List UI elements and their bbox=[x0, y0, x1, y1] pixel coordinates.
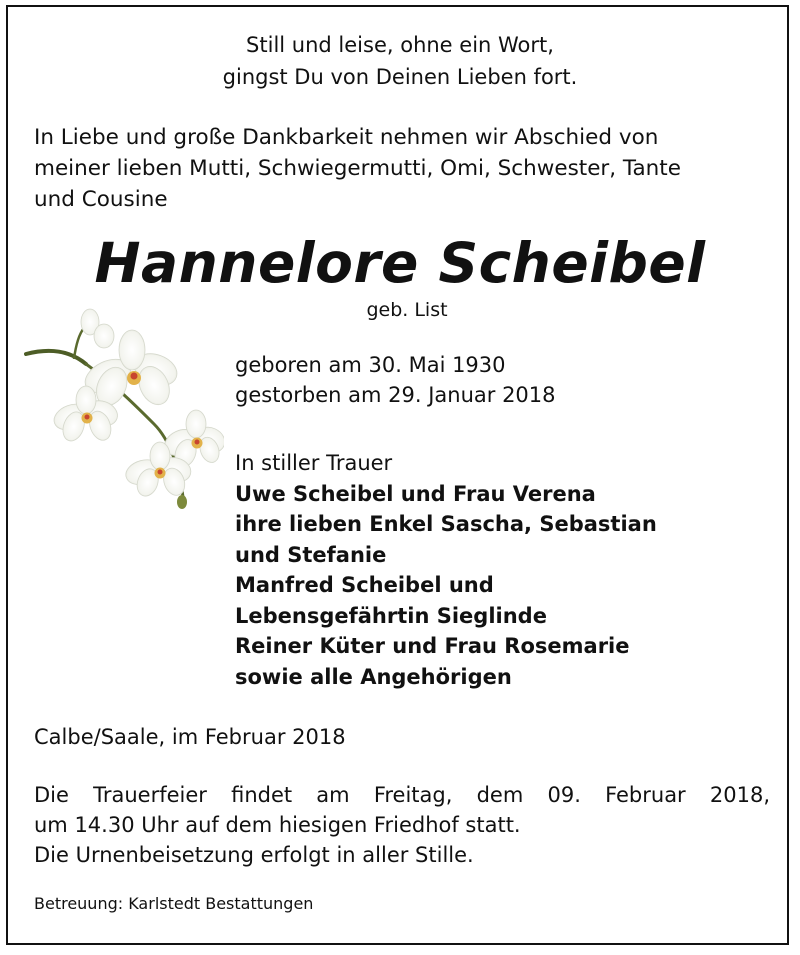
mourners-heading: In stiller Trauer bbox=[235, 451, 393, 475]
ceremony-line: Die Urnenbeisetzung erfolgt in aller Stille. bbox=[34, 843, 474, 867]
poem-line: Still und leise, ohne ein Wort, bbox=[246, 33, 554, 57]
mourner-line: ihre lieben Enkel Sascha, Sebastian bbox=[235, 512, 657, 536]
care-note: Betreuung: Karlstedt Bestattungen bbox=[34, 894, 314, 913]
intro-text bbox=[34, 122, 769, 215]
intro-line: In Liebe und große Dankbarkeit nehmen wir Abschied von bbox=[34, 125, 659, 150]
intro-line: meiner lieben Mutti, Schwiegermutti, Omi, Schwester, Tante bbox=[34, 156, 681, 181]
mourner-line: sowie alle Angehörigen bbox=[235, 664, 512, 689]
birth-date: geboren am 30. Mai 1930 bbox=[235, 353, 506, 377]
intro-line: und Cousine bbox=[34, 187, 168, 212]
poem-line: gingst Du von Deinen Lieben fort. bbox=[222, 65, 578, 89]
deceased-name: Hannelore Scheibel bbox=[94, 231, 706, 295]
ceremony-line: um 14.30 Uhr auf dem hiesigen Friedhof statt. bbox=[34, 813, 521, 837]
place-date: Calbe/Saale, im Februar 2018 bbox=[34, 725, 346, 749]
maiden-name: geb. List bbox=[366, 299, 448, 321]
life-dates bbox=[235, 350, 556, 410]
ceremony-info bbox=[34, 780, 770, 870]
ceremony-line: Die Trauerfeier findet am Freitag, dem 09. Februar 2018, bbox=[34, 783, 770, 807]
mourner-line: Uwe Scheibel und Frau Verena bbox=[235, 481, 596, 506]
poem bbox=[0, 29, 800, 93]
mourner-line: Lebensgefährtin Sieglinde bbox=[235, 603, 547, 628]
death-date: gestorben am 29. Januar 2018 bbox=[235, 383, 556, 407]
mourners-block bbox=[235, 448, 657, 692]
orchid-image bbox=[24, 304, 224, 514]
mourner-line: und Stefanie bbox=[235, 542, 387, 567]
mourner-line: Reiner Küter und Frau Rosemarie bbox=[235, 634, 630, 658]
mourner-line: Manfred Scheibel und bbox=[235, 573, 494, 597]
